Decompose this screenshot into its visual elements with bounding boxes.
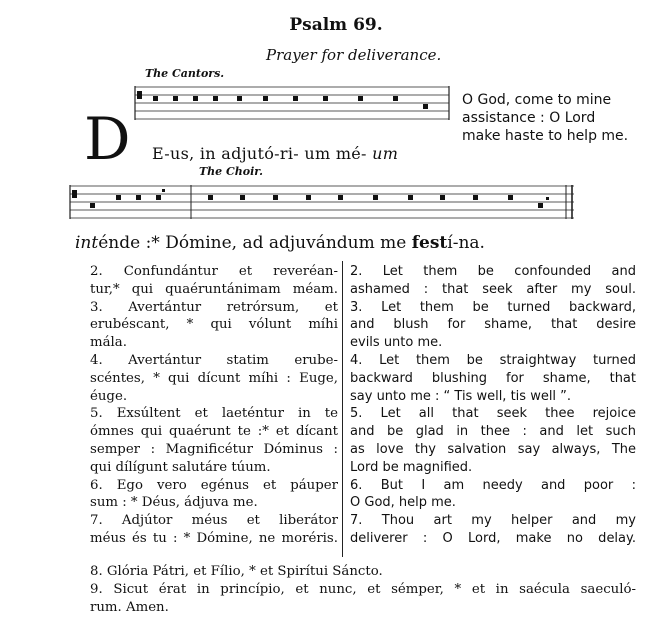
english-line: say unto me : “ Tis well, tis well ”. (350, 388, 572, 404)
latin-line: 6. Ego vero egénus et páuper (90, 477, 338, 493)
choir-label: The Choir. (199, 165, 263, 178)
english-line: as love thy salvation say always, The (350, 441, 636, 457)
english-line: deliverer : O Lord, make no delay. (350, 530, 636, 546)
latin-line: 3. Avertántur retrórsum, et (90, 299, 338, 315)
english-line: evils unto me. (350, 335, 443, 351)
latin-line: ómnes qui quaérunt te :* et dícant (90, 424, 338, 440)
doxology-line: 9. Sicut érat in princípio, et nunc, et sémper, * et in saécula saeculó- (90, 582, 636, 597)
chant-staff-cantors (133, 82, 453, 132)
english-line: O God, help me. (350, 495, 456, 511)
cantors-label: The Cantors. (145, 67, 225, 80)
latin-line: semper : Magnificétur Dóminus : (90, 441, 338, 457)
latin-line: 4. Avertántur statim erube- (90, 352, 338, 368)
intro-translation-line: O God, come to mine (462, 92, 612, 108)
english-line: and blush for shame, that desire (350, 317, 636, 333)
english-line: 7. Thou art my helper and my (350, 513, 636, 529)
drop-cap: D (84, 105, 131, 173)
english-line: backward blushing for shame, that (350, 370, 636, 386)
english-line: ashamed : that seek after my soul. (350, 281, 636, 297)
latin-line: sum : * Déus, ádjuva me. (90, 495, 258, 511)
column-divider (342, 261, 343, 557)
latin-line: scéntes, * qui dícunt míhi : Euge, (90, 370, 338, 386)
latin-line: erubéscant, * qui vólunt míhi (90, 317, 338, 333)
english-line: Lord be magnified. (350, 459, 473, 475)
latin-line: 2. Confundántur et reveréan- (90, 264, 338, 279)
chant-incipit: E-us, in adjutó-ri- um mé- um (152, 144, 399, 163)
english-line: 5. Let all that seek thee rejoice (350, 406, 636, 422)
english-line: 3. Let them be turned backward, (350, 299, 636, 315)
latin-line: éuge. (90, 388, 128, 404)
doxology-line: rum. Amen. (90, 600, 169, 615)
english-verses (350, 263, 636, 548)
latin-line: 7. Adjútor méus et liberátor (90, 513, 338, 529)
intro-translation-line: assistance : O Lord (462, 110, 596, 126)
latin-line: méus és tu : * Dómine, ne moréris. (90, 530, 338, 546)
english-line: 6. But I am needy and poor : (350, 477, 636, 493)
page-title: Psalm 69. (289, 15, 383, 35)
chant-antiphon-text: inténde :* Dómine, ad adjuvándum me festí-na. (75, 233, 485, 253)
english-line: 4. Let them be straightway turned (350, 352, 636, 368)
chant-staff-choir (68, 180, 588, 230)
clef-mark (72, 190, 77, 198)
latin-line: mála. (90, 335, 127, 351)
latin-line: 5. Exsúltent et laeténtur in te (90, 406, 338, 422)
clef-mark (137, 91, 142, 99)
intro-translation-line: make haste to help me. (462, 128, 629, 144)
latin-line: qui dílígunt salutáre túum. (90, 459, 271, 475)
english-line: 2. Let them be confounded and (350, 264, 636, 279)
doxology-line: 8. Glória Pátri, et Fílio, * et Spirítui Sáncto. (90, 564, 383, 579)
english-line: and be glad in thee : and let such (350, 424, 636, 440)
psalm-subtitle: Prayer for deliverance. (266, 46, 442, 64)
doxology (90, 563, 636, 617)
latin-verses (90, 263, 338, 548)
latin-line: tur,* qui quaéruntánimam méam. (90, 281, 338, 297)
